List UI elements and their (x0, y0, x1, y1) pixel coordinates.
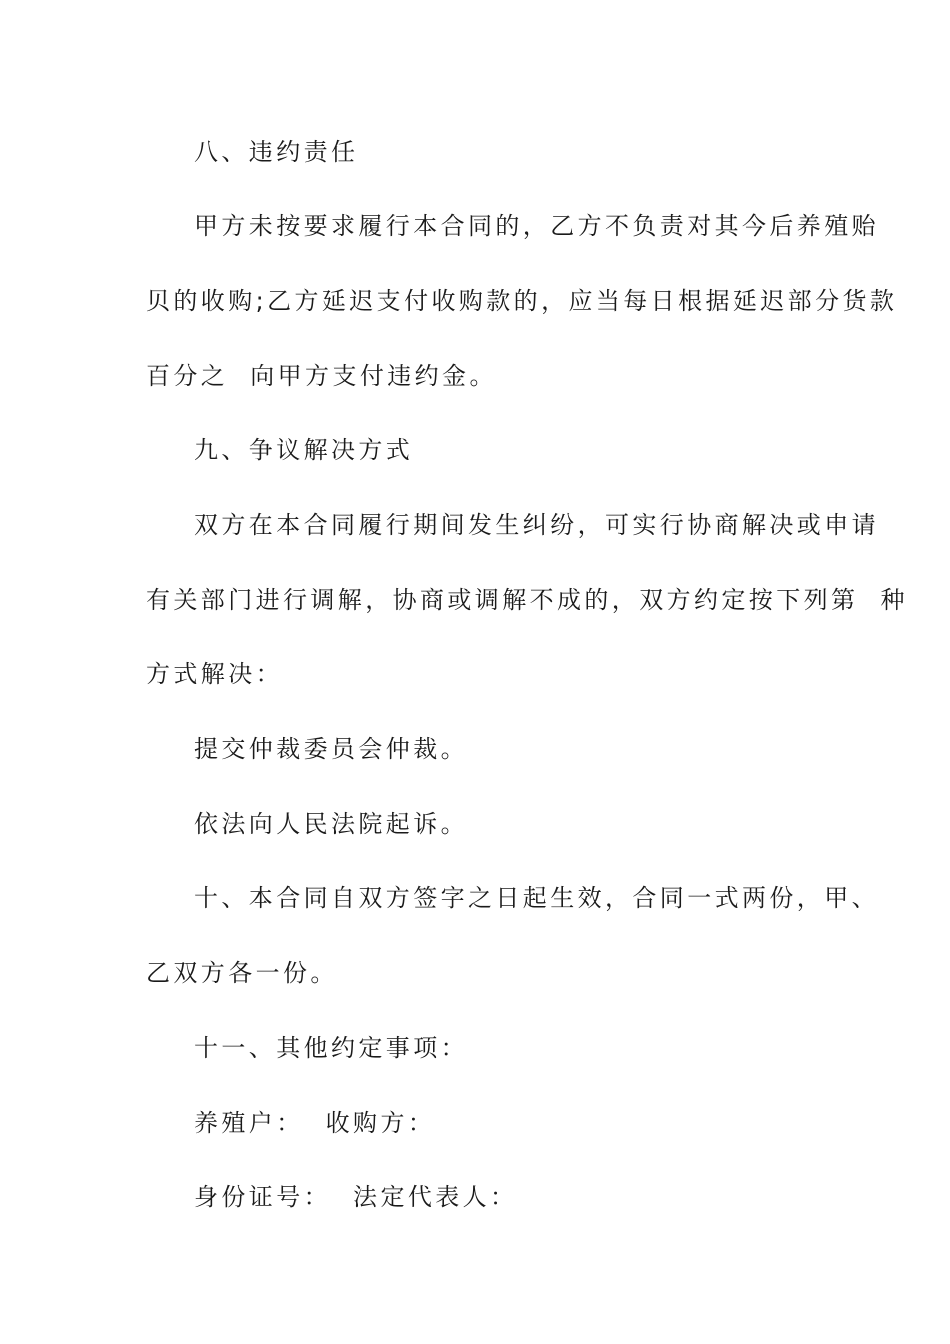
paragraph-line: 有关部门进行调解，协商或调解不成的，双方约定按下列第 种 (146, 586, 908, 614)
paragraph-line: 百分之 向甲方支付违约金。 (146, 362, 497, 390)
section-heading-other: 十一、其他约定事项： (194, 1034, 468, 1062)
paragraph-line: 双方在本合同履行期间发生纠纷，可实行协商解决或申请 (194, 511, 879, 539)
signature-id-line: 身份证号： 法定代表人： (194, 1183, 518, 1211)
paragraph-line: 方式解决： (146, 660, 283, 688)
paragraph-line: 甲方未按要求履行本合同的，乙方不负责对其今后养殖贻 (194, 212, 879, 240)
section-heading-breach: 八、违约责任 (194, 138, 359, 166)
paragraph-line: 贝的收购;乙方延迟支付收购款的，应当每日根据延迟部分货款 (146, 287, 898, 315)
signature-parties-line: 养殖户： 收购方： (194, 1109, 436, 1137)
option-arbitration: 提交仲裁委员会仲裁。 (194, 735, 468, 763)
paragraph-line: 乙双方各一份。 (146, 959, 338, 987)
option-lawsuit: 依法向人民法院起诉。 (194, 810, 468, 838)
section-effective: 十、本合同自双方签字之日起生效，合同一式两份，甲、 (194, 884, 879, 912)
section-heading-dispute: 九、争议解决方式 (194, 436, 414, 464)
